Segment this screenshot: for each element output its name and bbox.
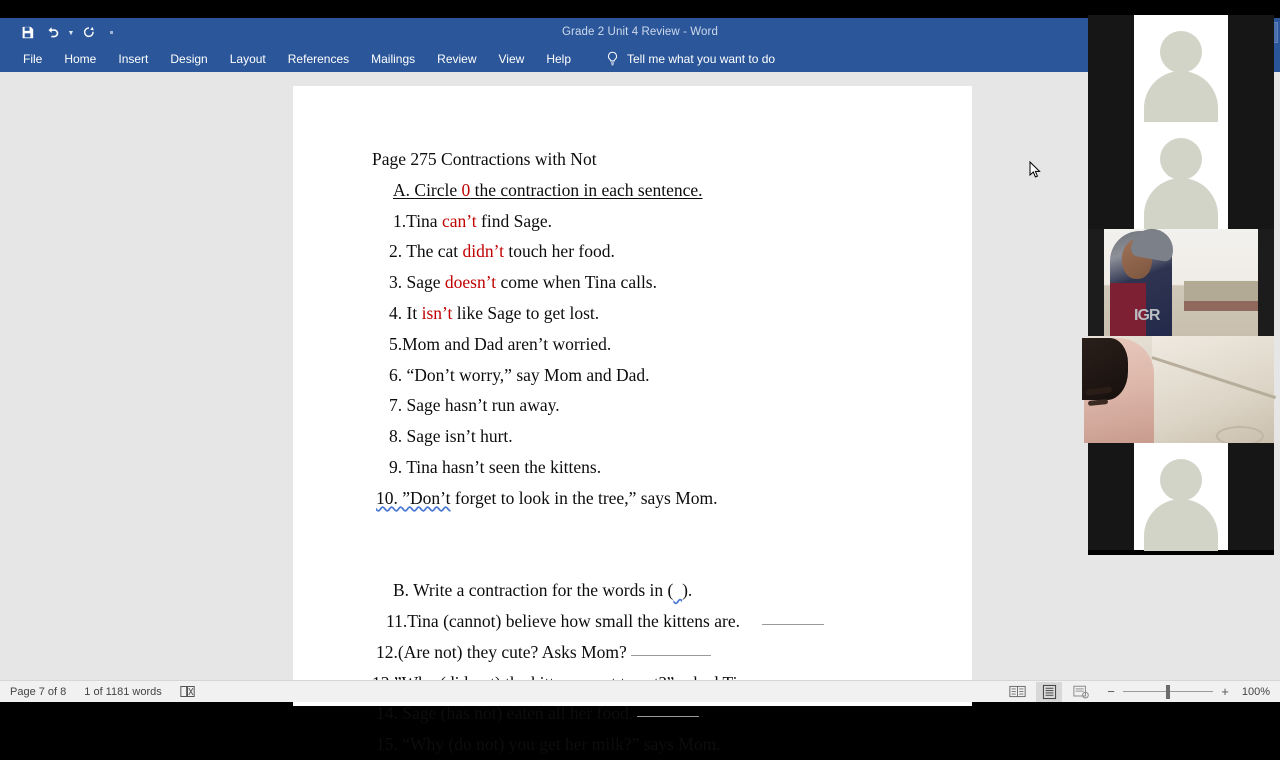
answer-blank[interactable] — [762, 613, 824, 625]
item-text: “Why (do not) you get her milk?” says Mom. — [402, 734, 721, 755]
ribbon-tab-design[interactable]: Design — [170, 52, 208, 66]
zoom-level-label[interactable]: 100% — [1241, 685, 1270, 698]
document-heading — [293, 144, 972, 175]
ribbon-tab-insert[interactable]: Insert — [118, 52, 149, 66]
undo-icon[interactable] — [40, 20, 66, 44]
ribbon-tab-layout[interactable]: Layout — [229, 52, 266, 66]
avatar-head-icon — [1160, 138, 1202, 180]
answer-blank[interactable] — [631, 644, 711, 656]
item-contraction: can’t — [441, 210, 477, 231]
answer-blank[interactable] — [637, 705, 699, 717]
video-feed-furniture — [1184, 281, 1258, 301]
avatar — [1134, 15, 1228, 122]
item-number: 5. — [389, 333, 403, 354]
item-number: 9. — [389, 456, 407, 477]
zoom-slider-track[interactable] — [1123, 685, 1213, 699]
item-text-before: “Don’t worry,” say Mom and Dad. — [406, 364, 650, 385]
zoom-in-button[interactable]: + — [1221, 684, 1229, 699]
blank-line — [293, 544, 972, 575]
zoom-slider-thumb[interactable] — [1166, 685, 1170, 699]
redo-icon[interactable] — [76, 20, 102, 44]
customize-quick-access-icon[interactable] — [102, 20, 120, 44]
zoom-slider[interactable] — [1106, 684, 1230, 699]
window-title-text: Grade 2 Unit 4 Review - Word — [562, 26, 718, 38]
participant-tile-2[interactable] — [1088, 122, 1274, 229]
video-feed-jacket-text: IGR — [1134, 307, 1160, 324]
read-mode-icon[interactable] — [1004, 682, 1030, 702]
item-contraction: isn’t — [421, 302, 453, 323]
video-feed-background — [1104, 229, 1258, 336]
ribbon-tab-references[interactable]: References — [287, 52, 350, 66]
item-number: 12. — [376, 641, 398, 662]
list-item — [293, 421, 972, 452]
section-a-instruction — [293, 175, 972, 206]
document-page[interactable] — [293, 86, 972, 755]
item-number: 14. — [376, 703, 403, 724]
item-contraction: didn’t — [462, 241, 505, 262]
item-text-before: Tina hasn’t seen the kittens. — [406, 456, 602, 477]
list-item — [293, 729, 972, 760]
item-number: 6. — [389, 364, 407, 385]
item-text-before: Mom and Dad aren’t worried. — [402, 333, 612, 354]
item-number: 15. — [376, 734, 403, 755]
item-text-before: The cat — [406, 241, 463, 262]
item-number: 8. — [389, 426, 407, 447]
item-text-before: Sage hasn’t run away. — [406, 395, 560, 416]
item-text-after: find Sage. — [476, 210, 552, 231]
list-item — [293, 452, 972, 483]
ribbon-tab-help[interactable]: Help — [546, 52, 571, 66]
avatar-head-icon — [1160, 459, 1202, 501]
list-item — [293, 298, 972, 329]
section-a-highlight: 0 — [461, 179, 471, 200]
item-text-before: Sage — [406, 272, 445, 293]
document-body — [293, 86, 972, 760]
undo-dropdown-caret-icon[interactable]: ▼ — [67, 30, 75, 37]
list-item — [293, 606, 972, 637]
page-indicator[interactable]: Page 7 of 8 — [10, 685, 67, 698]
video-feed-background — [1088, 336, 1274, 443]
avatar-head-icon — [1160, 31, 1202, 73]
item-text-after: forget to look in the tree,” says Mom. — [450, 487, 718, 508]
video-feed — [1088, 336, 1274, 443]
zoom-out-button[interactable]: − — [1107, 684, 1115, 699]
avatar-body-icon — [1144, 71, 1218, 123]
lightbulb-icon — [606, 51, 619, 67]
web-layout-icon[interactable] — [1068, 682, 1094, 702]
avatar-body-icon — [1144, 178, 1218, 230]
participant-tile-1[interactable] — [1088, 15, 1274, 122]
section-a-prefix: A. — [393, 179, 415, 200]
item-text-before: It — [406, 302, 422, 323]
ribbon-tab-view[interactable]: View — [498, 52, 525, 66]
item-number: 11. — [386, 610, 408, 631]
section-a-text-before: Circle — [414, 179, 462, 200]
word-count[interactable]: 1 of 1181 words — [84, 685, 162, 698]
section-a-text-after: the contraction in each sentence. — [470, 179, 703, 200]
ribbon-tab-home[interactable]: Home — [64, 52, 97, 66]
proofing-errors-icon[interactable] — [180, 685, 195, 698]
item-text-before: Tina — [406, 210, 442, 231]
item-number: 2. — [389, 241, 407, 262]
avatar — [1134, 443, 1228, 550]
list-item — [293, 236, 972, 267]
video-feed-eye — [1088, 399, 1108, 406]
item-text-before: Sage isn’t hurt. — [406, 426, 513, 447]
blank-line — [293, 514, 972, 545]
section-b-misspelled — [673, 580, 682, 600]
participant-tile-5[interactable] — [1088, 443, 1274, 550]
document-heading-text: Page 275 Contractions with Not — [372, 149, 597, 169]
section-b-instruction — [293, 575, 972, 606]
ribbon-tab-mailings[interactable]: Mailings — [371, 52, 416, 66]
item-misspelled-text: 10. ”Don’t — [376, 487, 451, 508]
list-item — [293, 483, 972, 514]
save-icon[interactable] — [14, 20, 40, 44]
item-text: Sage (has not) eaten all her food. — [402, 703, 634, 724]
list-item — [293, 360, 972, 391]
video-feed — [1088, 229, 1274, 336]
participant-tile-3[interactable] — [1088, 229, 1274, 336]
item-number: 7. — [389, 395, 407, 416]
list-item — [293, 637, 972, 668]
item-text: (Are not) they cute? Asks Mom? — [397, 641, 627, 662]
item-text-after: touch her food. — [504, 241, 615, 262]
item-text-after: come when Tina calls. — [496, 272, 657, 293]
avatar-body-icon — [1144, 499, 1218, 551]
list-item — [293, 698, 972, 729]
list-item — [293, 206, 972, 237]
item-number: 3. — [389, 272, 407, 293]
list-item — [293, 390, 972, 421]
video-feed-person — [1084, 338, 1154, 443]
video-feed-furniture-shadow — [1184, 301, 1258, 311]
item-contraction: doesn’t — [444, 272, 497, 293]
video-call-panel — [1088, 15, 1274, 555]
tell-me-placeholder: Tell me what you want to do — [627, 52, 776, 66]
status-bar — [0, 680, 1280, 702]
avatar — [1134, 122, 1228, 229]
item-number: 4. — [389, 302, 407, 323]
list-item — [293, 267, 972, 298]
item-text: Tina (cannot) believe how small the kittens are. — [407, 610, 740, 631]
item-number: 1. — [393, 210, 407, 231]
tell-me-search[interactable] — [606, 51, 775, 67]
ribbon-tab-file[interactable]: File — [23, 52, 43, 66]
participant-tile-4[interactable] — [1088, 336, 1274, 443]
ribbon-tab-review[interactable]: Review — [437, 52, 477, 66]
list-item — [293, 329, 972, 360]
print-layout-icon[interactable] — [1036, 682, 1062, 702]
item-text-after: like Sage to get lost. — [452, 302, 600, 323]
section-b-suffix: ). — [682, 580, 693, 601]
section-b-prefix: B. Write a contraction for the words in ( — [393, 580, 674, 601]
